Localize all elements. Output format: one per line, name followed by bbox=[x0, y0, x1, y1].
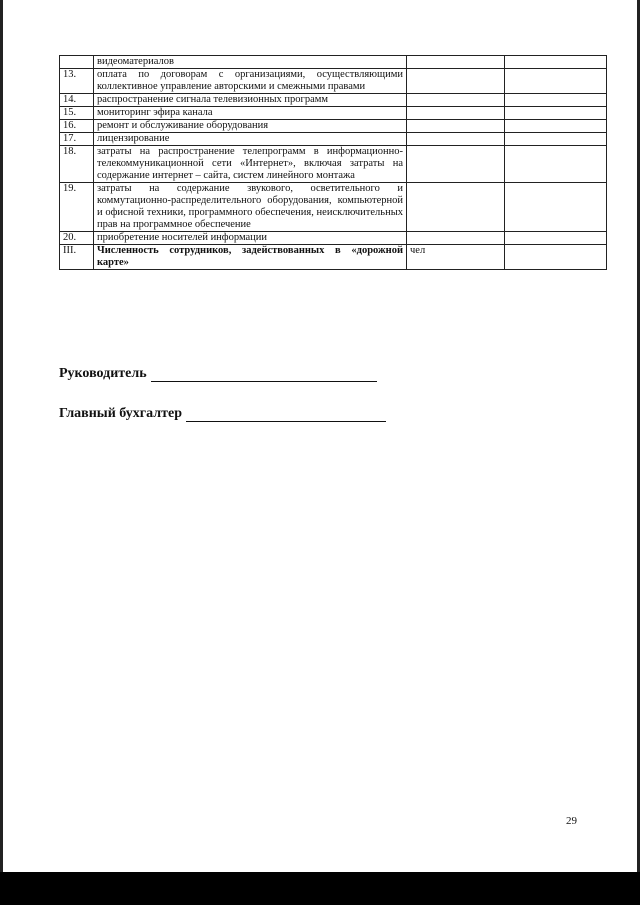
row-description: Численность сотрудников, задействованных в «дорожной карте» bbox=[94, 245, 407, 270]
row-value bbox=[505, 183, 607, 232]
scan-bottom-bar bbox=[0, 872, 640, 905]
row-number bbox=[60, 56, 94, 69]
table-row bbox=[60, 120, 607, 133]
row-number: 19. bbox=[60, 183, 94, 232]
row-unit bbox=[407, 94, 505, 107]
row-unit bbox=[407, 69, 505, 94]
row-number: 14. bbox=[60, 94, 94, 107]
table-row bbox=[60, 133, 607, 146]
row-description: мониторинг эфира канала bbox=[94, 107, 407, 120]
row-number: 20. bbox=[60, 232, 94, 245]
row-description: оплата по договорам с организациями, осуществляющими коллективное управление авторскими и смежными правами bbox=[94, 69, 407, 94]
row-value bbox=[505, 69, 607, 94]
table-row bbox=[60, 146, 607, 183]
table-row bbox=[60, 232, 607, 245]
row-unit bbox=[407, 133, 505, 146]
row-number: III. bbox=[60, 245, 94, 270]
row-value bbox=[505, 133, 607, 146]
director-signature-line[interactable] bbox=[151, 367, 377, 382]
row-value bbox=[505, 232, 607, 245]
row-value bbox=[505, 146, 607, 183]
page-number: 29 bbox=[566, 815, 577, 827]
row-value bbox=[505, 107, 607, 120]
row-unit bbox=[407, 120, 505, 133]
row-description: видеоматериалов bbox=[94, 56, 407, 69]
chief-accountant-label: Главный бухгалтер bbox=[59, 406, 182, 421]
row-unit bbox=[407, 107, 505, 120]
row-unit bbox=[407, 232, 505, 245]
row-unit bbox=[407, 56, 505, 69]
row-description: ремонт и обслуживание оборудования bbox=[94, 120, 407, 133]
row-description: лицензирование bbox=[94, 133, 407, 146]
row-description: затраты на распространение телепрограмм в информационно-телекоммуникационной сети «Интернет», включая затраты на содержание интернет – сайта, систем линейного монтажа bbox=[94, 146, 407, 183]
expense-table bbox=[59, 55, 607, 270]
row-unit bbox=[407, 183, 505, 232]
table-row bbox=[60, 107, 607, 120]
row-description: распространение сигнала телевизионных программ bbox=[94, 94, 407, 107]
row-unit: чел bbox=[407, 245, 505, 270]
row-number: 17. bbox=[60, 133, 94, 146]
scan-border-left bbox=[0, 0, 3, 872]
chief-accountant-signature-line[interactable] bbox=[186, 407, 386, 422]
row-unit bbox=[407, 146, 505, 183]
row-description: затраты на содержание звукового, осветительного и коммутационно-распределительного оборудования, компьютерной и офисной техники, программного обеспечения, неисключительных прав на программное обеспечение bbox=[94, 183, 407, 232]
row-value bbox=[505, 245, 607, 270]
row-number: 18. bbox=[60, 146, 94, 183]
director-label: Руководитель bbox=[59, 366, 147, 381]
table-row bbox=[60, 56, 607, 69]
table-row-total bbox=[60, 245, 607, 270]
row-value bbox=[505, 94, 607, 107]
table-row bbox=[60, 69, 607, 94]
row-number: 16. bbox=[60, 120, 94, 133]
table-row bbox=[60, 94, 607, 107]
row-value bbox=[505, 120, 607, 133]
director-signature bbox=[59, 366, 377, 382]
table-row bbox=[60, 183, 607, 232]
chief-accountant-signature bbox=[59, 406, 386, 422]
row-description: приобретение носителей информации bbox=[94, 232, 407, 245]
row-value bbox=[505, 56, 607, 69]
row-number: 13. bbox=[60, 69, 94, 94]
row-number: 15. bbox=[60, 107, 94, 120]
